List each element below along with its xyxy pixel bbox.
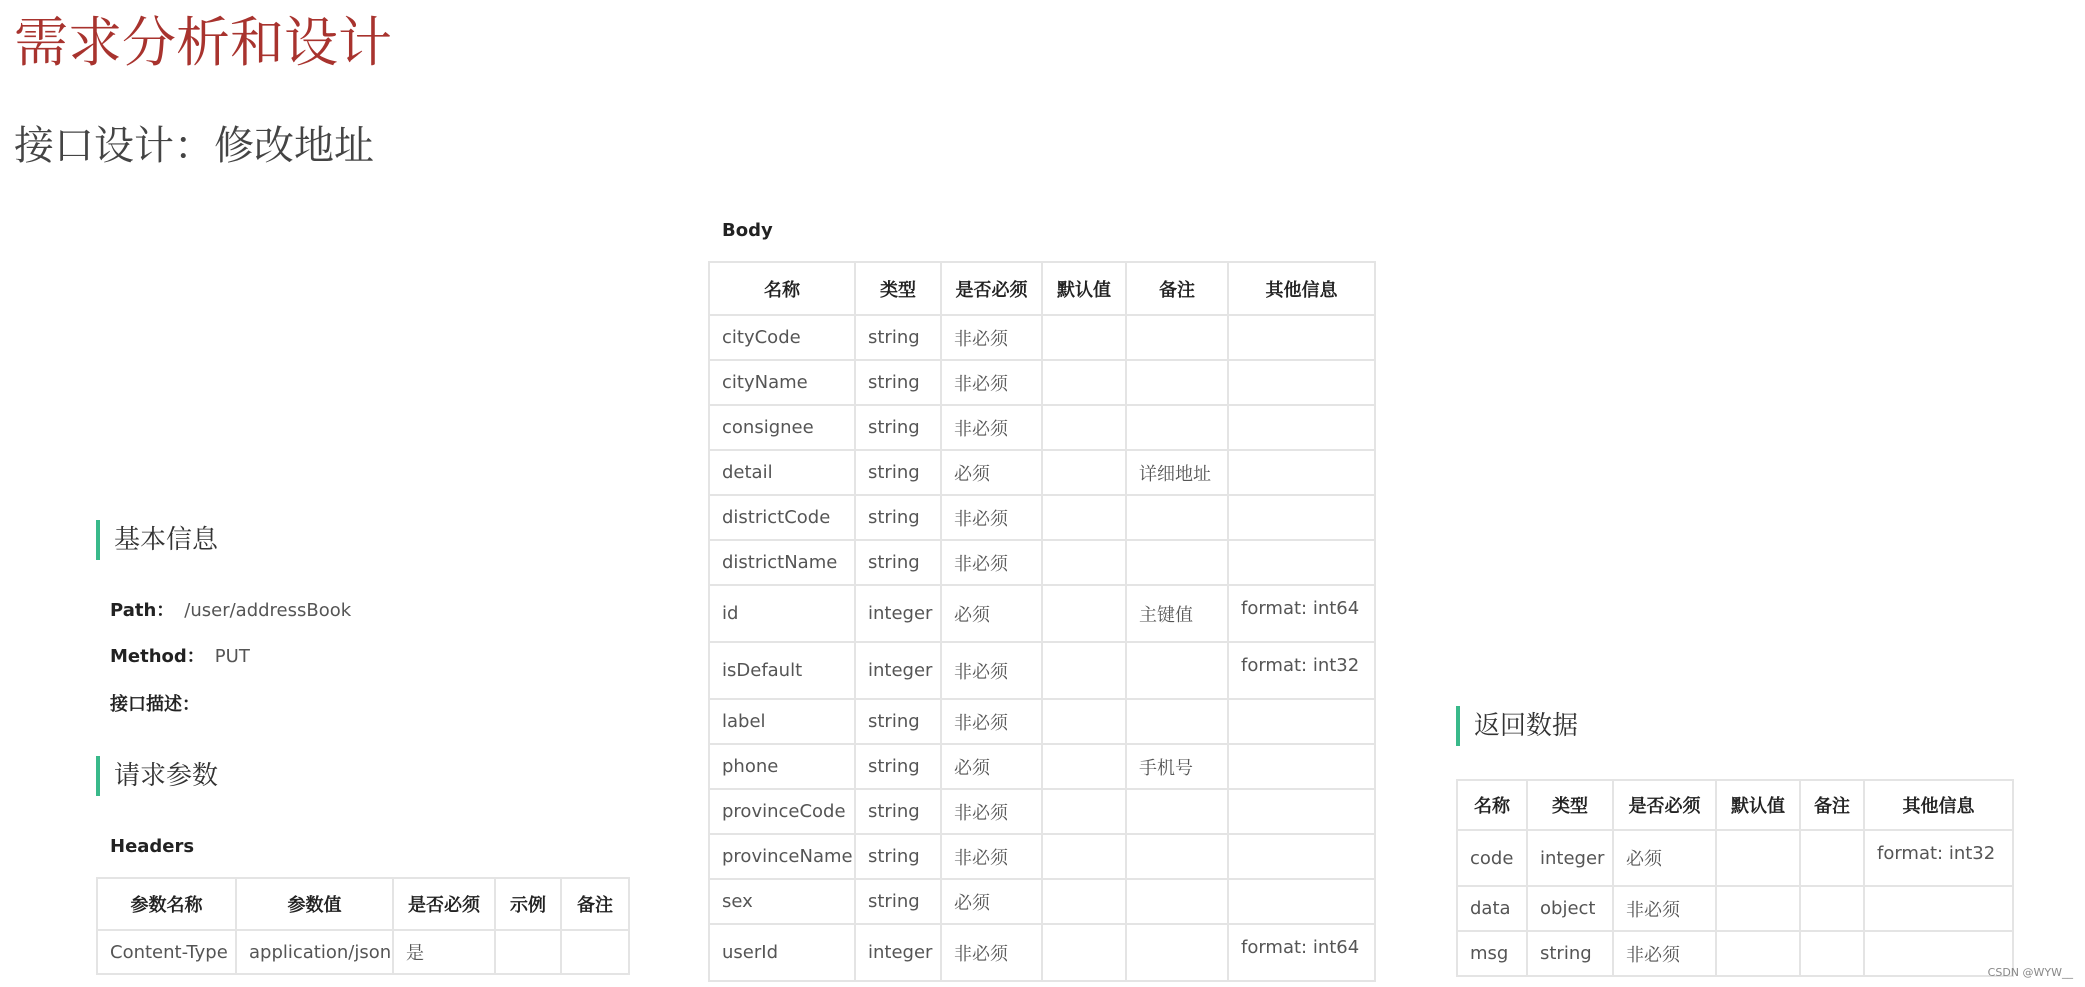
table-cell <box>1042 315 1126 360</box>
table-cell <box>1228 834 1375 879</box>
response-col-default: 默认值 <box>1716 780 1800 830</box>
table-cell: string <box>855 879 941 924</box>
table-cell <box>1800 886 1864 931</box>
watermark: CSDN @WYW__ <box>1987 966 2073 979</box>
table-cell: integer <box>855 642 941 699</box>
table-cell: 非必须 <box>941 699 1042 744</box>
table-cell <box>1126 699 1228 744</box>
table-cell: integer <box>1527 830 1613 886</box>
table-cell: integer <box>855 924 941 981</box>
body-label: Body <box>722 220 773 241</box>
body-col-type: 类型 <box>855 262 941 315</box>
table-cell: format: int64 <box>1228 924 1375 981</box>
table-row <box>97 930 629 974</box>
table-cell: application/json <box>236 930 393 974</box>
table-cell: data <box>1457 886 1527 931</box>
table-cell: format: int32 <box>1864 830 2013 886</box>
headers-table <box>96 877 630 975</box>
table-cell: string <box>855 495 941 540</box>
table-cell: 必须 <box>941 879 1042 924</box>
table-cell <box>1126 360 1228 405</box>
table-cell: 必须 <box>941 450 1042 495</box>
table-cell: 非必须 <box>941 540 1042 585</box>
table-cell: cityCode <box>709 315 855 360</box>
table-cell: string <box>855 789 941 834</box>
table-cell <box>1228 360 1375 405</box>
table-cell: string <box>855 699 941 744</box>
table-cell <box>1716 830 1800 886</box>
table-cell: string <box>855 834 941 879</box>
table-cell: districtName <box>709 540 855 585</box>
response-col-type: 类型 <box>1527 780 1613 830</box>
table-cell: 非必须 <box>1613 931 1716 976</box>
table-cell: label <box>709 699 855 744</box>
method-label: Method： <box>110 646 205 667</box>
table-cell: integer <box>855 585 941 642</box>
table-cell <box>1042 540 1126 585</box>
table-cell: provinceName <box>709 834 855 879</box>
headers-col-value: 参数值 <box>236 878 393 930</box>
table-cell: 非必须 <box>941 315 1042 360</box>
table-cell: 非必须 <box>1613 886 1716 931</box>
table-cell <box>1042 924 1126 981</box>
request-params-heading: 请求参数 <box>96 756 218 796</box>
table-row <box>709 405 1375 450</box>
table-row <box>1457 886 2013 931</box>
headers-col-remark: 备注 <box>561 878 629 930</box>
table-cell: string <box>1527 931 1613 976</box>
response-col-name: 名称 <box>1457 780 1527 830</box>
table-cell <box>1042 879 1126 924</box>
table-cell: 非必须 <box>941 360 1042 405</box>
table-cell: sex <box>709 879 855 924</box>
response-col-remark: 备注 <box>1800 780 1864 830</box>
table-cell: 是 <box>393 930 495 974</box>
table-cell: provinceCode <box>709 789 855 834</box>
table-cell: 详细地址 <box>1126 450 1228 495</box>
body-table <box>708 261 1376 982</box>
table-cell <box>1800 830 1864 886</box>
body-table-header-row <box>709 262 1375 315</box>
table-cell <box>1126 315 1228 360</box>
table-cell <box>1126 834 1228 879</box>
table-cell <box>1042 495 1126 540</box>
table-cell <box>1126 879 1228 924</box>
table-cell: userId <box>709 924 855 981</box>
table-cell: 非必须 <box>941 789 1042 834</box>
page-title: 需求分析和设计 <box>14 11 392 74</box>
table-row <box>1457 931 2013 976</box>
table-cell: msg <box>1457 931 1527 976</box>
table-cell <box>1126 495 1228 540</box>
table-row <box>709 585 1375 642</box>
headers-table-header-row <box>97 878 629 930</box>
table-cell <box>1042 789 1126 834</box>
table-cell <box>1228 744 1375 789</box>
basic-info-heading: 基本信息 <box>96 520 218 560</box>
headers-col-required: 是否必须 <box>393 878 495 930</box>
table-cell: string <box>855 405 941 450</box>
table-cell: consignee <box>709 405 855 450</box>
path-label: Path： <box>110 600 175 621</box>
response-heading: 返回数据 <box>1456 706 1578 746</box>
table-cell <box>1228 789 1375 834</box>
table-row <box>709 450 1375 495</box>
table-cell: Content-Type <box>97 930 236 974</box>
body-col-name: 名称 <box>709 262 855 315</box>
headers-label: Headers <box>110 836 195 857</box>
table-cell: string <box>855 315 941 360</box>
body-col-required: 是否必须 <box>941 262 1042 315</box>
table-cell: string <box>855 744 941 789</box>
table-cell <box>1228 450 1375 495</box>
table-cell: id <box>709 585 855 642</box>
table-cell: isDefault <box>709 642 855 699</box>
table-cell <box>1228 405 1375 450</box>
headers-col-example: 示例 <box>495 878 561 930</box>
body-col-default: 默认值 <box>1042 262 1126 315</box>
table-cell: format: int64 <box>1228 585 1375 642</box>
table-cell: format: int32 <box>1228 642 1375 699</box>
table-cell <box>1716 931 1800 976</box>
table-row <box>709 834 1375 879</box>
table-cell <box>1042 744 1126 789</box>
table-cell <box>1126 789 1228 834</box>
response-col-required: 是否必须 <box>1613 780 1716 830</box>
table-cell: code <box>1457 830 1527 886</box>
table-row <box>1457 830 2013 886</box>
table-cell <box>1228 699 1375 744</box>
table-cell: 必须 <box>941 585 1042 642</box>
table-cell <box>1042 642 1126 699</box>
table-cell: 非必须 <box>941 834 1042 879</box>
table-row <box>709 540 1375 585</box>
response-table-header-row <box>1457 780 2013 830</box>
table-row <box>709 879 1375 924</box>
table-cell: 非必须 <box>941 642 1042 699</box>
table-cell <box>1042 699 1126 744</box>
table-cell <box>1042 585 1126 642</box>
table-row <box>709 699 1375 744</box>
table-row <box>709 360 1375 405</box>
method-row <box>110 644 250 670</box>
table-row <box>709 744 1375 789</box>
table-cell: cityName <box>709 360 855 405</box>
table-cell <box>1228 495 1375 540</box>
table-cell: detail <box>709 450 855 495</box>
table-row <box>709 495 1375 540</box>
body-col-other: 其他信息 <box>1228 262 1375 315</box>
interface-desc-label: 接口描述： <box>110 694 200 715</box>
table-cell <box>1228 315 1375 360</box>
table-cell <box>1042 360 1126 405</box>
table-cell <box>1126 642 1228 699</box>
table-cell <box>495 930 561 974</box>
table-cell: 非必须 <box>941 405 1042 450</box>
table-cell: 非必须 <box>941 924 1042 981</box>
body-col-remark: 备注 <box>1126 262 1228 315</box>
table-row <box>709 642 1375 699</box>
table-cell <box>1042 450 1126 495</box>
table-cell <box>1126 540 1228 585</box>
table-cell: phone <box>709 744 855 789</box>
response-table <box>1456 779 2014 977</box>
path-row <box>110 598 351 624</box>
table-cell <box>561 930 629 974</box>
table-cell <box>1042 405 1126 450</box>
table-row <box>709 924 1375 981</box>
table-cell <box>1126 405 1228 450</box>
table-cell: 必须 <box>1613 830 1716 886</box>
table-cell: 必须 <box>941 744 1042 789</box>
table-cell <box>1042 834 1126 879</box>
table-cell <box>1126 924 1228 981</box>
table-cell <box>1228 879 1375 924</box>
headers-col-name: 参数名称 <box>97 878 236 930</box>
table-cell <box>1228 540 1375 585</box>
table-cell: object <box>1527 886 1613 931</box>
table-cell: 非必须 <box>941 495 1042 540</box>
table-cell: string <box>855 540 941 585</box>
table-row <box>709 789 1375 834</box>
table-cell <box>1864 886 2013 931</box>
method-value: PUT <box>214 646 250 667</box>
table-cell <box>1800 931 1864 976</box>
response-col-other: 其他信息 <box>1864 780 2013 830</box>
table-cell: 手机号 <box>1126 744 1228 789</box>
path-value: /user/addressBook <box>184 600 352 621</box>
table-cell: string <box>855 450 941 495</box>
table-cell <box>1716 886 1800 931</box>
table-cell: districtCode <box>709 495 855 540</box>
table-row <box>709 315 1375 360</box>
table-cell: string <box>855 360 941 405</box>
table-cell: 主键值 <box>1126 585 1228 642</box>
page-subtitle: 接口设计：修改地址 <box>14 123 374 169</box>
